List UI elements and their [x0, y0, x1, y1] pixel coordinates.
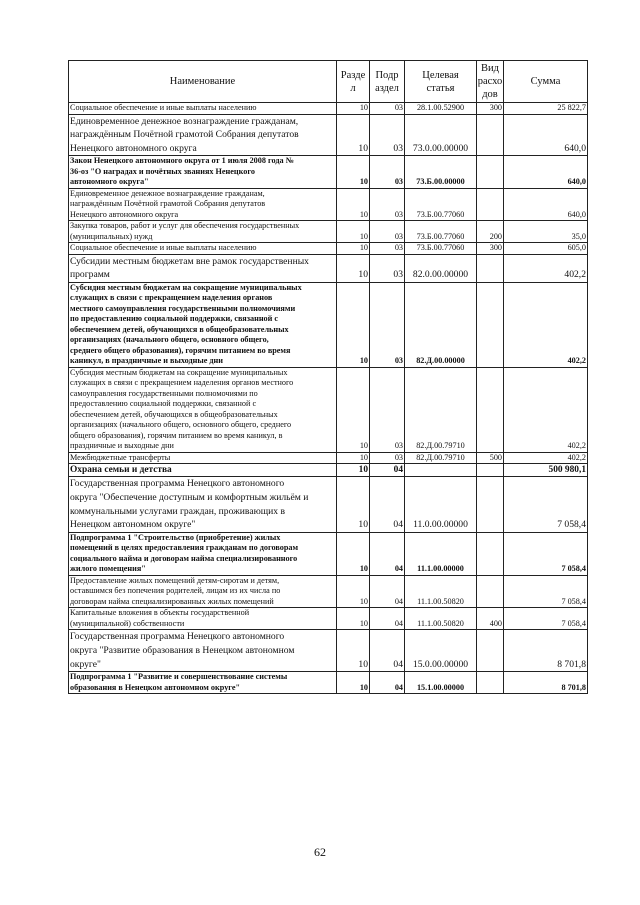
name-line: социального найма и договорам найма специализированного: [70, 553, 298, 563]
cell-target-article: 73.Б.00.77060: [405, 188, 477, 221]
name-line: награждённым Почётной грамотой Собрания депутатов: [70, 199, 266, 209]
name-line: Ненецком автономном округе": [70, 519, 196, 531]
name-line: автономного округа": [70, 177, 149, 187]
header-row: [69, 61, 588, 103]
cell-expense-type: [477, 630, 504, 672]
cell-target-article: [405, 464, 477, 477]
cell-section: 10: [337, 221, 370, 243]
cell-amount: 605,0: [504, 243, 588, 255]
cell-name: [69, 672, 337, 694]
cell-amount: 7 058,4: [504, 575, 588, 608]
header-amount: Сумма: [504, 61, 588, 103]
cell-amount: 7 058,4: [504, 608, 588, 630]
table-row: [69, 608, 588, 630]
cell-subsection: 03: [370, 156, 405, 189]
cell-expense-type: [477, 532, 504, 575]
name-line: Единовременное денежное вознаграждение гражданам,: [70, 188, 265, 198]
cell-target-article: 82.Д.00.00000: [405, 282, 477, 367]
cell-subsection: 04: [370, 672, 405, 694]
name-line: Закупка товаров, работ и услуг для обеспечения государственных: [70, 221, 300, 231]
cell-target-article: 11.1.00.50820: [405, 608, 477, 630]
cell-amount: 640,0: [504, 114, 588, 156]
name-line: Подпрограмма 1 "Развитие и совершенствование системы: [70, 672, 288, 682]
cell-section: 10: [337, 282, 370, 367]
cell-name: [69, 188, 337, 221]
cell-section: 10: [337, 532, 370, 575]
cell-section: 10: [337, 464, 370, 477]
name-line: помещений в целях предоставления гражданам по договорам: [70, 543, 299, 553]
cell-expense-type: [477, 156, 504, 189]
name-line: обеспечением детей, обучающихся в общеобразовательных: [70, 409, 278, 419]
cell-amount: 640,0: [504, 156, 588, 189]
name-line: Межбюджетные трансферты: [70, 452, 171, 462]
cell-subsection: 03: [370, 282, 405, 367]
cell-expense-type: [477, 672, 504, 694]
name-line: Субсидии местным бюджетам вне рамок государственных: [70, 255, 309, 267]
name-line: (муниципальных) нужд: [70, 231, 153, 241]
header-type: Вид расхо дов: [477, 61, 504, 103]
cell-section: 10: [337, 672, 370, 694]
cell-amount: 402,2: [504, 367, 588, 452]
cell-amount: 7 058,4: [504, 532, 588, 575]
table-row: [69, 477, 588, 532]
name-line: предоставлению социальной поддержки, связанной с: [70, 399, 257, 409]
cell-target-article: 82.Д.00.79710: [405, 452, 477, 464]
name-line: Капитальные вложения в объекты государственной: [70, 608, 250, 618]
name-line: договорам найма специализированных жилых помещений: [70, 596, 274, 606]
name-line: программ: [70, 269, 110, 281]
cell-subsection: 04: [370, 532, 405, 575]
cell-name: [69, 575, 337, 608]
name-line: праздничные и выходные дни: [70, 441, 174, 451]
cell-amount: 25 822,7: [504, 103, 588, 115]
cell-subsection: 03: [370, 221, 405, 243]
cell-expense-type: 500: [477, 452, 504, 464]
cell-expense-type: [477, 464, 504, 477]
name-line: Социальное обеспечение и иные выплаты населению: [70, 243, 257, 253]
cell-subsection: 04: [370, 630, 405, 672]
name-line: Государственная программа Ненецкого автономного: [70, 478, 285, 490]
table-row: [69, 452, 588, 464]
name-line: Единовременное денежное вознаграждение гражданам,: [70, 115, 299, 127]
cell-section: 10: [337, 630, 370, 672]
name-line: каникул, в праздничные и выходные дни: [70, 356, 223, 366]
name-line: награждённым Почётной грамотой Собрания депутатов: [70, 129, 299, 141]
cell-name: [69, 243, 337, 255]
name-line: Субсидия местным бюджетам на сокращение муниципальных: [70, 282, 302, 292]
table-row: [69, 630, 588, 672]
name-line: Предоставление жилых помещений детям-сиротам и детям,: [70, 575, 280, 585]
cell-amount: 35,0: [504, 221, 588, 243]
name-line: округе": [70, 658, 101, 670]
table-row: [69, 156, 588, 189]
cell-expense-type: [477, 367, 504, 452]
table-row: [69, 254, 588, 282]
cell-section: 10: [337, 477, 370, 532]
cell-amount: 640,0: [504, 188, 588, 221]
table-row: [69, 367, 588, 452]
cell-section: 10: [337, 156, 370, 189]
cell-target-article: 15.0.00.00000: [405, 630, 477, 672]
cell-section: 10: [337, 608, 370, 630]
cell-expense-type: [477, 282, 504, 367]
table-row: [69, 243, 588, 255]
cell-amount: 8 701,8: [504, 630, 588, 672]
name-line: Государственная программа Ненецкого автономного: [70, 631, 285, 643]
cell-target-article: 28.1.00.52900: [405, 103, 477, 115]
cell-section: 10: [337, 575, 370, 608]
cell-subsection: 03: [370, 103, 405, 115]
cell-target-article: 11.1.00.50820: [405, 575, 477, 608]
cell-section: 10: [337, 254, 370, 282]
cell-subsection: 04: [370, 477, 405, 532]
cell-subsection: 03: [370, 114, 405, 156]
cell-target-article: 73.0.00.00000: [405, 114, 477, 156]
name-line: Ненецкого автономного округа: [70, 142, 197, 154]
cell-subsection: 03: [370, 188, 405, 221]
name-line: местного самоуправления государственными полномочиями: [70, 303, 296, 313]
name-line: общего образования), горячим питанием во время каникул, в: [70, 430, 283, 440]
cell-expense-type: [477, 477, 504, 532]
cell-amount: 402,2: [504, 254, 588, 282]
page-number: 62: [314, 845, 326, 859]
cell-name: [69, 452, 337, 464]
cell-amount: 402,2: [504, 282, 588, 367]
cell-amount: 7 058,4: [504, 477, 588, 532]
cell-expense-type: [477, 188, 504, 221]
cell-name: [69, 254, 337, 282]
cell-expense-type: [477, 575, 504, 608]
table-row: [69, 464, 588, 477]
cell-target-article: 73.Б.00.77060: [405, 221, 477, 243]
cell-name: [69, 532, 337, 575]
name-line: организациях (начального общего, основного общего, среднего: [70, 420, 292, 430]
cell-expense-type: 300: [477, 103, 504, 115]
cell-name: [69, 156, 337, 189]
name-line: организациях (начального общего, основного общего,: [70, 335, 269, 345]
name-line: самоуправления государственными полномочиями по: [70, 388, 258, 398]
table-row: [69, 532, 588, 575]
name-line: образования в Ненецком автономном округе": [70, 682, 241, 692]
table-body: [69, 103, 588, 694]
cell-name: [69, 114, 337, 156]
name-line: 36-оз "О наградах и почётных званиях Ненецкого: [70, 166, 255, 176]
cell-amount: 402,2: [504, 452, 588, 464]
cell-expense-type: 400: [477, 608, 504, 630]
name-line: служащих в связи с прекращением наделения органов местного: [70, 378, 294, 388]
cell-name: [69, 477, 337, 532]
cell-target-article: 15.1.00.00000: [405, 672, 477, 694]
name-line: Закон Ненецкого автономного округа от 1 июля 2008 года №: [70, 156, 294, 166]
name-line: Охрана семьи и детства: [70, 465, 172, 476]
header-subsection: Подр аздел: [370, 61, 405, 103]
name-line: служащих в связи с прекращением наделения органов: [70, 293, 273, 303]
cell-subsection: 04: [370, 464, 405, 477]
name-line: округа "Обеспечение доступным и комфортным жильём и: [70, 492, 309, 504]
name-line: Подпрограмма 1 "Строительство (приобретение) жилых: [70, 532, 281, 542]
cell-section: 10: [337, 103, 370, 115]
name-line: жилого помещения": [70, 564, 146, 574]
table-row: [69, 103, 588, 115]
header-section: Разде л: [337, 61, 370, 103]
cell-section: 10: [337, 452, 370, 464]
table-row: [69, 282, 588, 367]
cell-name: [69, 103, 337, 115]
cell-target-article: 11.1.00.00000: [405, 532, 477, 575]
name-line: по предоставлению социальной поддержки, связанной с: [70, 314, 279, 324]
cell-subsection: 04: [370, 608, 405, 630]
cell-target-article: 73.Б.00.77060: [405, 243, 477, 255]
cell-section: 10: [337, 188, 370, 221]
table-row: [69, 672, 588, 694]
cell-name: [69, 282, 337, 367]
cell-subsection: 03: [370, 243, 405, 255]
cell-expense-type: [477, 114, 504, 156]
cell-target-article: 11.0.00.00000: [405, 477, 477, 532]
cell-target-article: 82.Д.00.79710: [405, 367, 477, 452]
table-row: [69, 575, 588, 608]
name-line: коммунальными услугами граждан, проживающих в: [70, 505, 286, 517]
cell-subsection: 03: [370, 367, 405, 452]
cell-name: [69, 630, 337, 672]
table-row: [69, 221, 588, 243]
cell-section: 10: [337, 114, 370, 156]
cell-subsection: 03: [370, 254, 405, 282]
cell-expense-type: 300: [477, 243, 504, 255]
cell-amount: 8 701,8: [504, 672, 588, 694]
cell-name: [69, 367, 337, 452]
cell-section: 10: [337, 367, 370, 452]
header-name: Наименование: [69, 61, 337, 103]
name-line: Социальное обеспечение и иные выплаты населению: [70, 103, 257, 112]
cell-section: 10: [337, 243, 370, 255]
cell-subsection: 04: [370, 575, 405, 608]
name-line: округа "Развитие образования в Ненецком автономном: [70, 644, 295, 656]
name-line: обеспечением детей, обучающихся в общеобразовательных: [70, 324, 289, 334]
name-line: Субсидия местным бюджетам на сокращение муниципальных: [70, 367, 288, 377]
cell-name: [69, 608, 337, 630]
cell-subsection: 03: [370, 452, 405, 464]
cell-amount: 500 980,1: [504, 464, 588, 477]
cell-name: [69, 464, 337, 477]
name-line: Ненецкого автономного округа: [70, 209, 179, 219]
cell-expense-type: [477, 254, 504, 282]
cell-name: [69, 221, 337, 243]
budget-table: [68, 60, 588, 694]
name-line: среднего общего образования), горячим питанием во время: [70, 345, 291, 355]
name-line: (муниципальной) собственности: [70, 618, 185, 628]
name-line: оставшимся без попечения родителей, лицам из их числа по: [70, 586, 281, 596]
header-target: Целевая статья: [405, 61, 477, 103]
cell-target-article: 82.0.00.00000: [405, 254, 477, 282]
table-row: [69, 188, 588, 221]
cell-target-article: 73.Б.00.00000: [405, 156, 477, 189]
table-row: [69, 114, 588, 156]
cell-expense-type: 200: [477, 221, 504, 243]
